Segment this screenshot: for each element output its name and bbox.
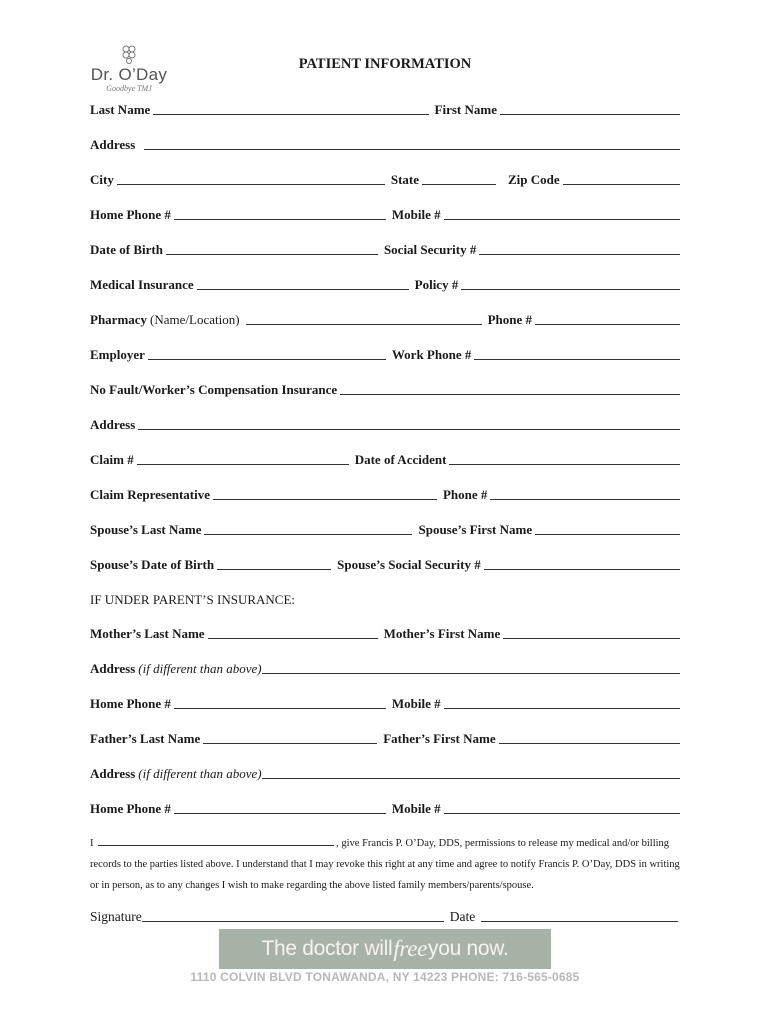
spouse-name-row: [90, 520, 680, 538]
father-address-label: Address: [90, 766, 136, 781]
spouse-info-row: [90, 555, 680, 573]
mother-first-label: Mother’s First Name: [383, 626, 501, 641]
medical-insurance-field[interactable]: [197, 288, 409, 290]
if-different-note-2: (if different than above): [138, 766, 262, 781]
ssn-label: Social Security #: [383, 242, 477, 257]
city-row: [90, 170, 680, 188]
insurance-address-field[interactable]: [138, 428, 680, 430]
mother-address-row: [90, 659, 680, 677]
father-address-row: [90, 764, 680, 782]
name-row: [90, 100, 680, 118]
policy-field[interactable]: [461, 288, 680, 290]
date-label: Date: [449, 909, 476, 924]
father-last-field[interactable]: [203, 742, 377, 744]
no-fault-row: [90, 380, 680, 398]
pharmacy-row: [90, 310, 680, 328]
pharmacy-label: Pharmacy: [90, 312, 148, 327]
insurance-row: [90, 275, 680, 293]
father-first-label: Father’s First Name: [383, 731, 496, 746]
mother-mobile-label: Mobile #: [391, 696, 441, 711]
father-phone-row: [90, 799, 680, 817]
last-name-field[interactable]: [153, 113, 428, 115]
mother-first-field[interactable]: [503, 637, 680, 639]
mother-name-row: [90, 624, 680, 642]
mother-address-field[interactable]: [262, 672, 680, 674]
first-name-field[interactable]: [500, 113, 680, 115]
last-name-label: Last Name: [90, 102, 151, 117]
medical-insurance-label: Medical Insurance: [90, 277, 194, 292]
claim-field[interactable]: [137, 463, 349, 465]
father-home-phone-label: Home Phone #: [90, 801, 171, 816]
claim-row: [90, 450, 680, 468]
authorization-paragraph: [90, 833, 685, 896]
address-row: [90, 135, 680, 153]
claim-rep-field[interactable]: [213, 498, 437, 500]
logo-name: Dr. O’Day: [90, 65, 168, 84]
spouse-last-label: Spouse’s Last Name: [90, 522, 202, 537]
dob-field[interactable]: [166, 253, 378, 255]
father-mobile-field[interactable]: [444, 812, 680, 814]
work-phone-field[interactable]: [474, 358, 680, 360]
father-first-field[interactable]: [499, 742, 680, 744]
spouse-dob-label: Spouse’s Date of Birth: [90, 557, 215, 572]
mother-home-phone-field[interactable]: [174, 707, 386, 709]
mother-mobile-field[interactable]: [444, 707, 680, 709]
date-of-accident-label: Date of Accident: [354, 452, 447, 467]
signature-label: Signature: [90, 909, 142, 924]
mother-last-field[interactable]: [208, 637, 378, 639]
mother-address-label: Address: [90, 661, 136, 676]
city-field[interactable]: [117, 183, 385, 185]
spouse-dob-field[interactable]: [217, 568, 331, 570]
claim-phone-label: Phone #: [442, 487, 488, 502]
dob-row: [90, 240, 680, 258]
pharmacy-field[interactable]: [246, 323, 482, 325]
mobile-label: Mobile #: [391, 207, 441, 222]
claim-rep-label: Claim Representative: [90, 487, 210, 502]
claim-rep-row: [90, 485, 680, 503]
work-phone-label: Work Phone #: [391, 347, 472, 362]
logo-tagline: Goodbye TMJ: [106, 84, 152, 93]
insurance-address-row: [90, 415, 680, 433]
city-label: City: [90, 172, 114, 187]
parent-insurance-heading: IF UNDER PARENT’S INSURANCE:: [90, 592, 296, 607]
slogan-part-1: The doctor will: [261, 937, 393, 960]
spouse-ssn-label: Spouse’s Social Security #: [337, 557, 481, 572]
authorization-prefix: I: [90, 838, 94, 849]
dob-label: Date of Birth: [90, 242, 163, 257]
father-address-field[interactable]: [262, 777, 680, 779]
spouse-ssn-field[interactable]: [484, 568, 680, 570]
pharmacy-phone-label: Phone #: [487, 312, 532, 327]
slogan-banner: [219, 929, 551, 969]
first-name-label: First Name: [434, 102, 497, 117]
if-different-note: (if different than above): [138, 661, 262, 676]
page-title: PATIENT INFORMATION: [298, 56, 472, 72]
signature-field[interactable]: [142, 920, 444, 922]
authorization-text: , give Francis P. O’Day, DDS, permissions to release my medical and/or billing records to the parties listed above. I understand that I may revoke this right at any time and agree to notify Francis P. O’Day, DDS in writing or in person, as to any changes I wish to make regarding the above listed family members/parents/spouse.: [90, 838, 680, 891]
phone-row: [90, 205, 680, 223]
claim-phone-field[interactable]: [490, 498, 680, 500]
pharmacy-phone-field[interactable]: [535, 323, 680, 325]
employer-field[interactable]: [148, 358, 386, 360]
address-field[interactable]: [144, 148, 680, 150]
address-label: Address: [90, 137, 136, 152]
father-mobile-label: Mobile #: [391, 801, 441, 816]
zip-label: Zip Code: [508, 172, 560, 187]
policy-label: Policy #: [414, 277, 459, 292]
insurance-address-label: Address: [90, 417, 136, 432]
home-phone-field[interactable]: [174, 218, 386, 220]
employer-row: [90, 345, 680, 363]
signature-row: [90, 905, 678, 925]
mobile-field[interactable]: [444, 218, 680, 220]
authorization-name-field[interactable]: [98, 844, 334, 846]
ssn-field[interactable]: [479, 253, 680, 255]
mother-home-phone-label: Home Phone #: [90, 696, 171, 711]
spouse-first-label: Spouse’s First Name: [418, 522, 533, 537]
pharmacy-note: (Name/Location): [150, 312, 240, 327]
father-home-phone-field[interactable]: [174, 812, 386, 814]
spouse-first-field[interactable]: [535, 533, 680, 535]
employer-label: Employer: [90, 347, 145, 362]
slogan-part-2: you now.: [428, 937, 509, 960]
mother-phone-row: [90, 694, 680, 712]
father-last-label: Father’s Last Name: [90, 731, 201, 746]
date-of-accident-field[interactable]: [449, 463, 680, 465]
date-field[interactable]: [481, 920, 678, 922]
state-field[interactable]: [422, 183, 496, 185]
claim-label: Claim #: [90, 452, 134, 467]
no-fault-field[interactable]: [340, 393, 680, 395]
footer-address: 1110 COLVIN BLVD TONAWANDA, NY 14223 PHONE: 716-565-0685: [190, 970, 580, 984]
slogan-free: free: [393, 936, 428, 961]
no-fault-label: No Fault/Worker’s Compensation Insurance: [90, 382, 338, 397]
zip-field[interactable]: [563, 183, 680, 185]
mother-last-label: Mother’s Last Name: [90, 626, 205, 641]
state-label: State: [390, 172, 420, 187]
home-phone-label: Home Phone #: [90, 207, 171, 222]
parent-heading-row: [90, 590, 680, 608]
father-name-row: [90, 729, 680, 747]
spouse-last-field[interactable]: [204, 533, 412, 535]
